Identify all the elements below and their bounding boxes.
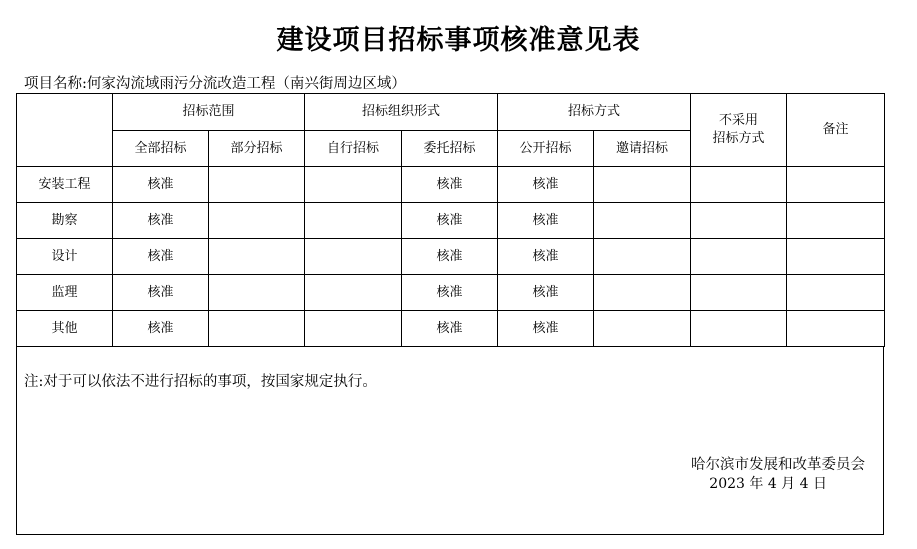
- cell-not-adopted: [691, 203, 787, 239]
- cell-remarks: [787, 203, 885, 239]
- approval-table: [16, 93, 885, 347]
- cell-remarks: [787, 167, 885, 203]
- subheader-self: 自行招标: [305, 131, 402, 167]
- table-row: [17, 275, 885, 311]
- row-item: 安装工程: [17, 167, 113, 203]
- cell-partial: [209, 167, 305, 203]
- cell-remarks: [787, 239, 885, 275]
- subheader-open: 公开招标: [498, 131, 594, 167]
- header-not-adopted: [691, 94, 787, 167]
- cell-not-adopted: [691, 275, 787, 311]
- header-not-adopted-line1: 不采用: [719, 113, 759, 128]
- table-row: [17, 203, 885, 239]
- row-item: 设计: [17, 239, 113, 275]
- cell-partial: [209, 203, 305, 239]
- cell-full: 核准: [113, 203, 209, 239]
- header-not-adopted-line2: 招标方式: [712, 131, 765, 146]
- subheader-invited: 邀请招标: [594, 131, 691, 167]
- project-name-line: [24, 72, 406, 93]
- header-blank-cell: [17, 94, 113, 167]
- note-section: [16, 346, 884, 535]
- header-organization: 招标组织形式: [305, 94, 498, 131]
- project-name: 何家沟流域雨污分流改造工程（南兴街周边区域）: [86, 76, 406, 92]
- table-row: [17, 239, 885, 275]
- header-row-groups: [17, 94, 885, 131]
- cell-open: 核准: [498, 167, 594, 203]
- cell-open: 核准: [498, 311, 594, 347]
- document-title: 建设项目招标事项核准意见表: [276, 25, 641, 56]
- issuer-name: 哈尔滨市发展和改革委员会: [691, 457, 865, 473]
- cell-entrusted: 核准: [402, 167, 498, 203]
- cell-invited: [594, 167, 691, 203]
- cell-self: [305, 239, 402, 275]
- cell-open: 核准: [498, 239, 594, 275]
- cell-invited: [594, 275, 691, 311]
- header-remarks: 备注: [787, 94, 885, 167]
- subheader-partial: 部分招标: [209, 131, 305, 167]
- row-item: 监理: [17, 275, 113, 311]
- cell-invited: [594, 203, 691, 239]
- cell-partial: [209, 275, 305, 311]
- subheader-full: 全部招标: [113, 131, 209, 167]
- row-item: 其他: [17, 311, 113, 347]
- cell-not-adopted: [691, 311, 787, 347]
- issue-date: 2023 年 4 月 4 日: [709, 476, 827, 492]
- note-text: 注:对于可以依法不进行招标的事项，按国家规定执行。: [24, 374, 377, 390]
- cell-self: [305, 311, 402, 347]
- cell-entrusted: 核准: [402, 311, 498, 347]
- cell-open: 核准: [498, 275, 594, 311]
- header-method: 招标方式: [498, 94, 691, 131]
- subheader-entrusted: 委托招标: [402, 131, 498, 167]
- cell-entrusted: 核准: [402, 203, 498, 239]
- cell-entrusted: 核准: [402, 275, 498, 311]
- cell-full: 核准: [113, 167, 209, 203]
- cell-partial: [209, 239, 305, 275]
- cell-entrusted: 核准: [402, 239, 498, 275]
- cell-self: [305, 203, 402, 239]
- cell-full: 核准: [113, 275, 209, 311]
- cell-open: 核准: [498, 203, 594, 239]
- cell-self: [305, 275, 402, 311]
- cell-remarks: [787, 311, 885, 347]
- cell-invited: [594, 311, 691, 347]
- cell-remarks: [787, 275, 885, 311]
- table-row: [17, 311, 885, 347]
- table-row: [17, 167, 885, 203]
- row-item: 勘察: [17, 203, 113, 239]
- cell-full: 核准: [113, 311, 209, 347]
- cell-full: 核准: [113, 239, 209, 275]
- cell-not-adopted: [691, 167, 787, 203]
- header-scope: 招标范围: [113, 94, 305, 131]
- project-label: 项目名称:: [24, 76, 87, 92]
- cell-invited: [594, 239, 691, 275]
- cell-self: [305, 167, 402, 203]
- cell-not-adopted: [691, 239, 787, 275]
- cell-partial: [209, 311, 305, 347]
